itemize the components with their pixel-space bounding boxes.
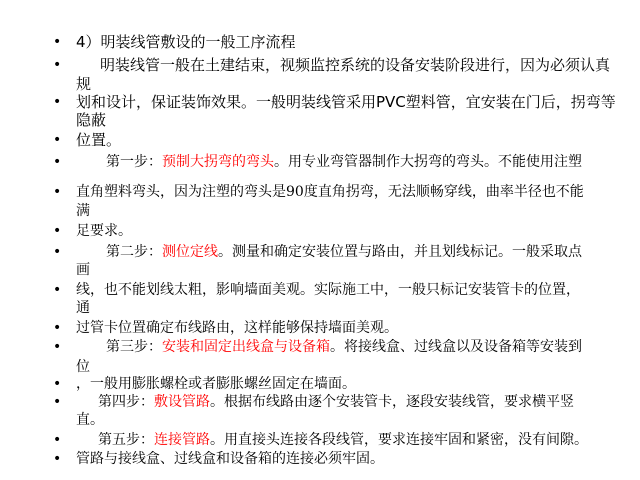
list-item-text: 划和设计，保证装饰效果。一般明装线管采用PVC塑料管，宜安装在门后，拐弯等 [76, 93, 616, 111]
bullet-icon: • [53, 94, 62, 110]
step-highlight: 敷设管路 [154, 394, 210, 410]
list-item-text: 第四步：敷设管路。根据布线路由逐个安装管卡，逐段安装线管，要求横平竖 [98, 394, 574, 410]
list-item-text: 画 [76, 262, 90, 278]
bullet-icon: • [53, 223, 62, 239]
bullet-icon: • [53, 339, 62, 355]
bullet-icon: • [53, 34, 62, 50]
list-item-text: 明装线管一般在土建结束，视频监控系统的设备安装阶段进行，因为必须认真 [100, 56, 611, 74]
step-highlight: 连接管路 [154, 432, 210, 448]
bullet-icon: • [53, 244, 62, 260]
bullet-icon: • [53, 376, 62, 392]
list-item-text: 位置。 [76, 131, 122, 149]
step-highlight: 安装和固定出线盒与设备箱 [162, 339, 330, 355]
list-item-text: 位 [76, 359, 90, 375]
bullet-icon: • [53, 154, 62, 170]
list-item-text: 第三步：安装和固定出线盒与设备箱。将接线盒、过线盒以及设备箱等安装到 [106, 339, 582, 355]
list-item-text: 4）明装线管敷设的一般工序流程 [76, 33, 296, 51]
bullet-icon: • [53, 394, 62, 410]
list-item-text: 直角塑料弯头，因为注塑的弯头是90度直角拐弯，无法顺畅穿线，曲率半径也不能 [76, 184, 584, 200]
list-item-text: 第二步：测位定线。测量和确定安装位置与路由，并且划线标记。一般采取点 [106, 244, 582, 260]
bullet-icon: • [53, 451, 62, 467]
list-item-text: 通 [76, 300, 90, 316]
bullet-icon: • [53, 432, 62, 448]
list-item-text: ，一般用膨胀螺栓或者膨胀螺丝固定在墙面。 [76, 376, 356, 392]
list-item-text: 第五步：连接管路。用直接头连接各段线管，要求连接牢固和紧密，没有间隙。 [98, 432, 588, 448]
list-item-text: 规 [76, 75, 92, 93]
bullet-icon: • [53, 57, 62, 73]
list-item-text: 第一步：预制大拐弯的弯头。用专业弯管器制作大拐弯的弯头。不能使用注塑 [106, 154, 582, 170]
list-item-text: 直。 [76, 412, 104, 428]
list-item-text: 管路与接线盒、过线盒和设备箱的连接必须牢固。 [76, 451, 384, 467]
list-item-text: 过管卡位置确定布线路由，这样能够保持墙面美观。 [76, 320, 398, 336]
list-item-text: 隐蔽 [76, 111, 107, 129]
list-item-text: 满 [76, 203, 90, 219]
step-highlight: 预制大拐弯的弯头 [162, 154, 274, 170]
bullet-icon: • [53, 184, 62, 200]
list-item-text: 线，也不能划线太粗，影响墙面美观。实际施工中，一般只标记安装管卡的位置， [76, 282, 580, 298]
bullet-icon: • [53, 320, 62, 336]
bullet-icon: • [53, 132, 62, 148]
bullet-icon: • [53, 282, 62, 298]
step-highlight: 测位定线 [162, 244, 218, 260]
list-item-text: 足要求。 [76, 223, 132, 239]
